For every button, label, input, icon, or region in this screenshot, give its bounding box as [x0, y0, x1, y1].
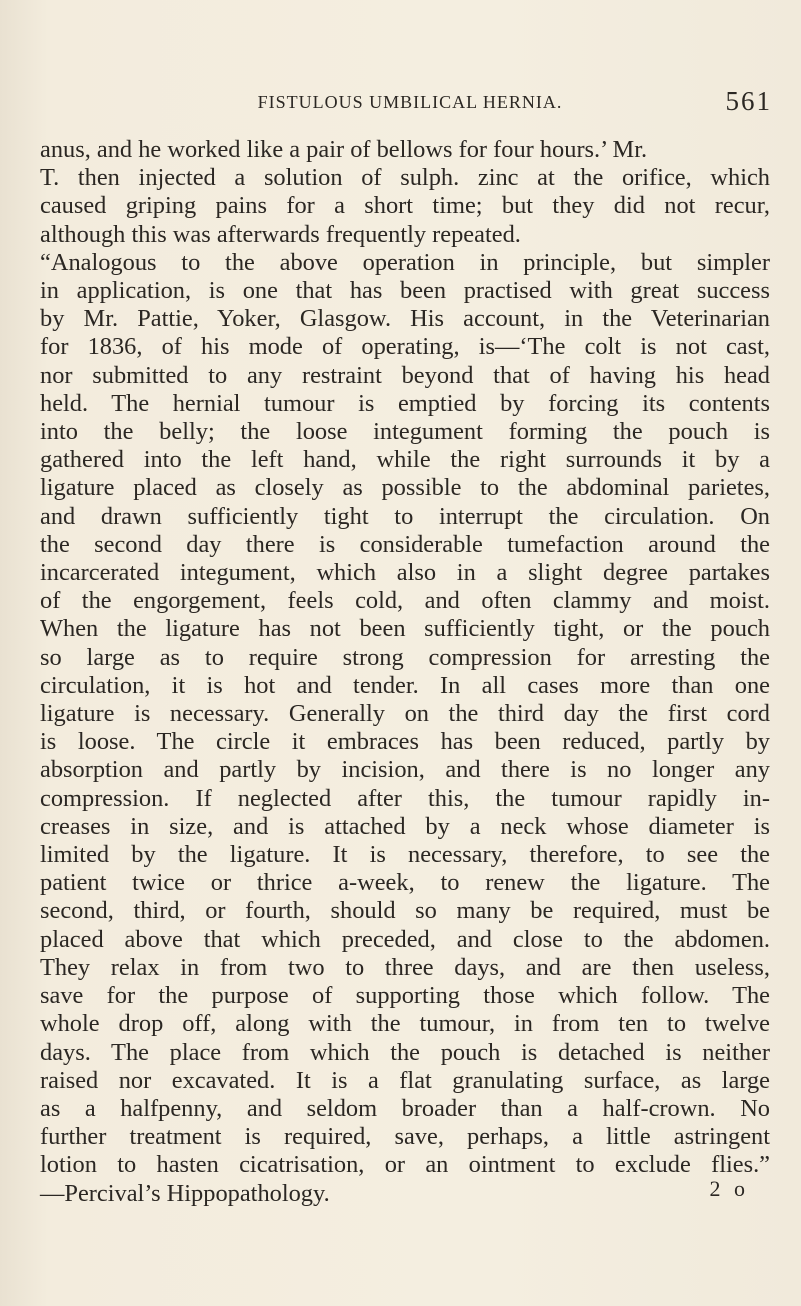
- text-line: compression. If neglected after this, the tumour rapidly in-: [40, 784, 770, 812]
- text-line: days. The place from which the pouch is detached is neither: [40, 1038, 770, 1066]
- body-text: [40, 136, 770, 1208]
- text-line: When the ligature has not been sufficiently tight, or the pouch: [40, 615, 770, 643]
- text-line: raised nor excavated. It is a flat granulating surface, as large: [40, 1066, 770, 1094]
- text-line: as a halfpenny, and seldom broader than a half-crown. No: [40, 1094, 770, 1122]
- text-line: gathered into the left hand, while the right surrounds it by a: [40, 446, 770, 474]
- text-line: ligature placed as closely as possible to the abdominal parietes,: [40, 474, 770, 502]
- text-line: patient twice or thrice a-week, to renew the ligature. The: [40, 869, 770, 897]
- text-line: “Analogous to the above operation in principle, but simpler: [40, 248, 770, 276]
- text-line: —Percival’s Hippopathology.: [40, 1179, 330, 1207]
- text-line: although this was afterwards frequently repeated.: [40, 220, 521, 248]
- page-header: [40, 86, 780, 122]
- text-line: absorption and partly by incision, and there is no longer any: [40, 756, 770, 784]
- text-line: further treatment is required, save, perhaps, a little astringent: [40, 1123, 770, 1151]
- text-line: nor submitted to any restraint beyond that of having his head: [40, 361, 770, 389]
- text-line: circulation, it is hot and tender. In all cases more than one: [40, 671, 770, 699]
- text-line: lotion to hasten cicatrisation, or an ointment to exclude flies.”: [40, 1151, 770, 1179]
- text-line: held. The hernial tumour is emptied by forcing its contents: [40, 389, 770, 417]
- text-line: T. then injected a solution of sulph. zinc at the orifice, which: [40, 164, 770, 192]
- text-line: of the engorgement, feels cold, and often clammy and moist.: [40, 587, 770, 615]
- text-line: incarcerated integument, which also in a slight degree partakes: [40, 559, 770, 587]
- text-line: second, third, or fourth, should so many be required, must be: [40, 897, 770, 925]
- text-line: in application, is one that has been practised with great success: [40, 277, 770, 305]
- text-line: caused griping pains for a short time; but they did not recur,: [40, 192, 770, 220]
- text-line: They relax in from two to three days, and are then useless,: [40, 953, 770, 981]
- text-line: is loose. The circle it embraces has been reduced, partly by: [40, 728, 770, 756]
- running-title: FISTULOUS UMBILICAL HERNIA.: [257, 92, 563, 112]
- text-line: placed above that which preceded, and close to the abdomen.: [40, 925, 770, 953]
- text-line: into the belly; the loose integument forming the pouch is: [40, 418, 770, 446]
- text-line: for 1836, of his mode of operating, is—‘The colt is not cast,: [40, 333, 770, 361]
- text-line: so large as to require strong compression for arresting the: [40, 643, 770, 671]
- text-line: save for the purpose of supporting those which follow. The: [40, 982, 770, 1010]
- text-line: creases in size, and is attached by a neck whose diameter is: [40, 812, 770, 840]
- signature-mark: 2 o: [709, 1176, 749, 1201]
- text-line: and drawn sufficiently tight to interrupt the circulation. On: [40, 502, 770, 530]
- text-line: by Mr. Pattie, Yoker, Glasgow. His account, in the Veterinarian: [40, 305, 770, 333]
- text-line: ligature is necessary. Generally on the third day the first cord: [40, 700, 770, 728]
- page-number: 561: [725, 86, 772, 116]
- text-line: whole drop off, along with the tumour, in from ten to twelve: [40, 1010, 770, 1038]
- text-line: anus, and he worked like a pair of bellows for four hours.’ Mr.: [40, 136, 648, 163]
- text-line: limited by the ligature. It is necessary, therefore, to see the: [40, 841, 770, 869]
- text-line: the second day there is considerable tumefaction around the: [40, 530, 770, 558]
